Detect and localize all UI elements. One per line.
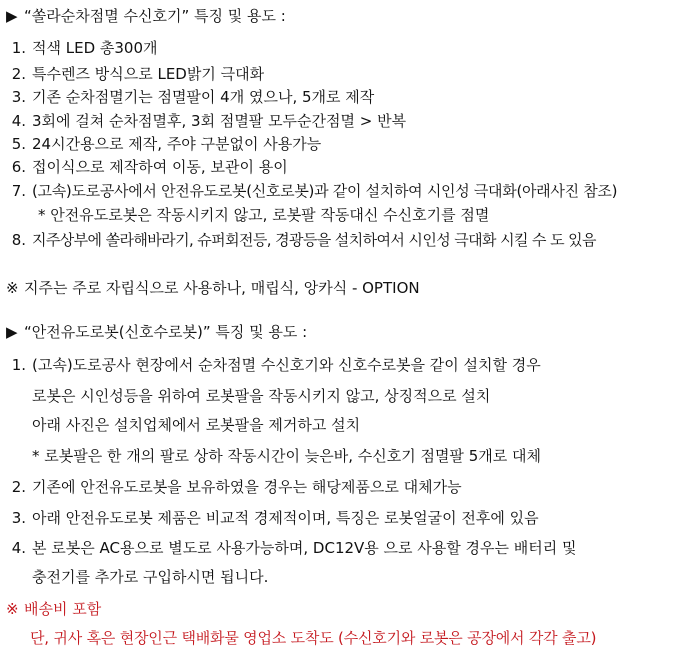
item-text: 24시간용으로 제작, 주야 구분없이 사용가능	[32, 135, 322, 153]
item-text: 로봇은 시인성등을 위하여 로봇팔을 작동시키지 않고, 상징적으로 설치	[32, 387, 491, 405]
section1-heading	[6, 6, 286, 26]
item-text: 아래 안전유도로봇 제품은 비교적 경제적이며, 특징은 로봇얼굴이 전후에 있음	[32, 509, 539, 527]
list-item-continuation	[32, 567, 268, 587]
item-number: 2.	[11, 478, 26, 496]
shipping-note-detail: 단, 귀사 혹은 현장인근 택배화물 영업소 도착도 (수신호기와 로봇은 공장에서 각각 출고)	[30, 629, 597, 647]
list-item	[6, 508, 539, 528]
section2-heading	[6, 322, 307, 342]
arrow-right-icon: ▶	[6, 7, 18, 25]
item-text: * 로봇팔은 한 개의 팔로 상하 작동시간이 늦은바, 수신호기 점멸팔 5개로 대체	[32, 447, 541, 465]
reference-mark-icon: ※	[6, 279, 19, 297]
item-number: 7.	[11, 182, 26, 200]
list-item	[6, 477, 462, 497]
item-number: 8.	[11, 231, 26, 249]
shipping-note	[6, 599, 101, 619]
item-text: 접이식으로 제작하여 이동, 보관이 용이	[32, 158, 288, 176]
item-number: 1.	[11, 39, 26, 57]
section1-title: “쏠라순차점멸 수신호기” 특징 및 용도 :	[24, 7, 286, 25]
list-item-note	[38, 205, 489, 225]
item-number: 6.	[11, 158, 26, 176]
item-number: 4.	[11, 539, 26, 557]
reference-mark-icon: ※	[6, 600, 19, 618]
item-text: (고속)도로공사에서 안전유도로봇(신호로봇)과 같이 설치하여 시인성 극대화(아래사진 참조)	[32, 182, 618, 200]
note-line	[6, 278, 420, 298]
item-number: 2.	[11, 65, 26, 83]
item-text: 적색 LED 총300개	[32, 39, 158, 57]
list-item	[6, 181, 617, 201]
item-number: 1.	[11, 356, 26, 374]
section2-title: “안전유도로봇(신호수로봇)” 특징 및 용도 :	[24, 323, 308, 341]
item-text: 3회에 걸쳐 순차점멸후, 3회 점멸팔 모두순간점멸 > 반복	[32, 112, 407, 130]
list-item	[6, 230, 596, 250]
item-text: 특수렌즈 방식으로 LED밝기 극대화	[32, 65, 265, 83]
item-text: 아래 사진은 설치업체에서 로봇팔을 제거하고 설치	[32, 416, 361, 434]
list-item-continuation	[32, 386, 490, 406]
item-text: * 안전유도로봇은 작동시키지 않고, 로봇팔 작동대신 수신호기를 점멸	[38, 206, 490, 224]
list-item-note	[32, 446, 541, 466]
arrow-right-icon: ▶	[6, 323, 18, 341]
item-text: 충전기를 추가로 구입하시면 됩니다.	[32, 568, 269, 586]
item-number: 3.	[11, 509, 26, 527]
item-text: 기존 순차점멸기는 점멸팔이 4개 였으나, 5개로 제작	[32, 88, 375, 106]
list-item	[6, 64, 264, 84]
item-text: (고속)도로공사 현장에서 순차점멸 수신호기와 신호수로봇을 같이 설치할 경우	[32, 356, 541, 374]
shipping-note-text: 배송비 포함	[24, 600, 102, 618]
list-item	[6, 134, 321, 154]
item-number: 5.	[11, 135, 26, 153]
list-item-continuation	[32, 415, 360, 435]
item-number: 4.	[11, 112, 26, 130]
list-item	[6, 111, 406, 131]
item-text: 기존에 안전유도로봇을 보유하였을 경우는 해당제품으로 대체가능	[32, 478, 462, 496]
list-item	[6, 157, 288, 177]
list-item	[6, 355, 541, 375]
item-number: 3.	[11, 88, 26, 106]
note-text: 지주는 주로 자립식으로 사용하나, 매립식, 앙카식 - OPTION	[24, 279, 420, 297]
list-item	[6, 87, 374, 107]
list-item	[6, 38, 158, 58]
item-text: 지주상부에 쏠라해바라기, 슈퍼회전등, 경광등을 설치하여서 시인성 극대화 시킬 수 도 있음	[32, 231, 596, 249]
list-item	[6, 538, 577, 558]
item-text: 본 로봇은 AC용으로 별도로 사용가능하며, DC12V용 으로 사용할 경우는 배터리 및	[32, 539, 577, 557]
